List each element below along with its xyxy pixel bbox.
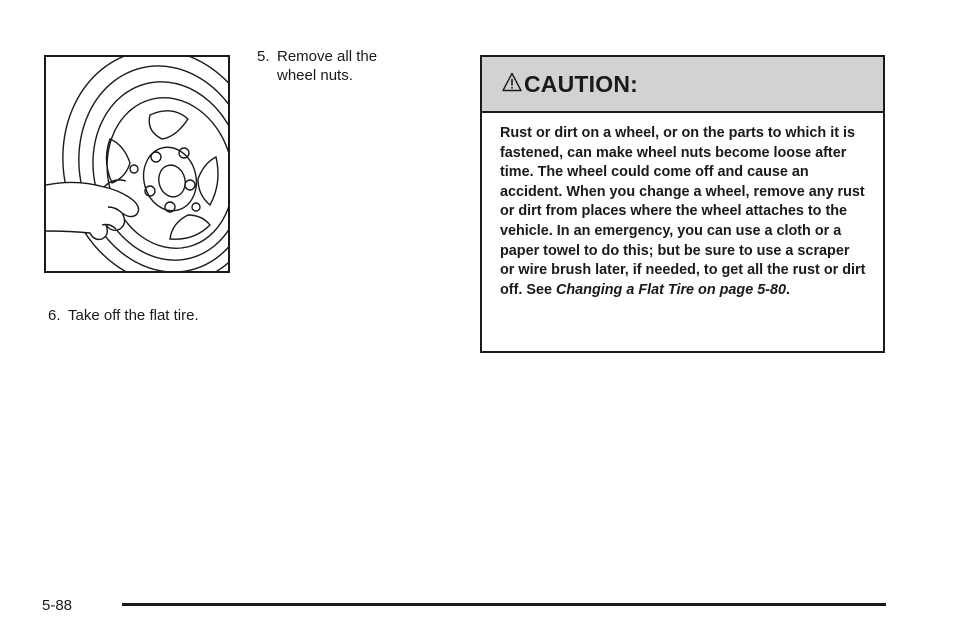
step-number: 5. bbox=[257, 48, 270, 65]
caution-header bbox=[482, 57, 883, 113]
footer-rule bbox=[122, 603, 886, 606]
page-number: 5-88 bbox=[42, 597, 73, 614]
step-text-continued: wheel nuts. bbox=[277, 67, 353, 84]
caution-text: Rust or dirt on a wheel, or on the parts to which it is fastened, can make wheel nuts become loose after time. The wheel could come off and cause an accident. When you change a wheel, remove any rust or dirt from places where the wheel attaches to the vehicle. In an emergency, you can use a cloth or a paper towel to do this; but be sure to use a scraper or wire brush later, if needed, to get all the rust or dirt off. See bbox=[500, 125, 866, 298]
step-6 bbox=[48, 306, 199, 325]
caution-body bbox=[482, 113, 883, 300]
wheel-nut-removal-illustration-icon bbox=[46, 57, 228, 271]
caution-end: . bbox=[786, 281, 791, 298]
wheel-nut-removal-figure bbox=[44, 55, 230, 273]
step-text: Remove all the bbox=[277, 48, 378, 65]
step-text: Take off the flat tire. bbox=[68, 307, 199, 324]
caution-box bbox=[480, 55, 885, 353]
warning-triangle-icon bbox=[502, 72, 522, 92]
caution-title: CAUTION: bbox=[524, 70, 639, 97]
caution-reference: Changing a Flat Tire on page 5-80 bbox=[555, 281, 787, 298]
step-number: 6. bbox=[48, 307, 61, 324]
step-5 bbox=[257, 47, 457, 85]
